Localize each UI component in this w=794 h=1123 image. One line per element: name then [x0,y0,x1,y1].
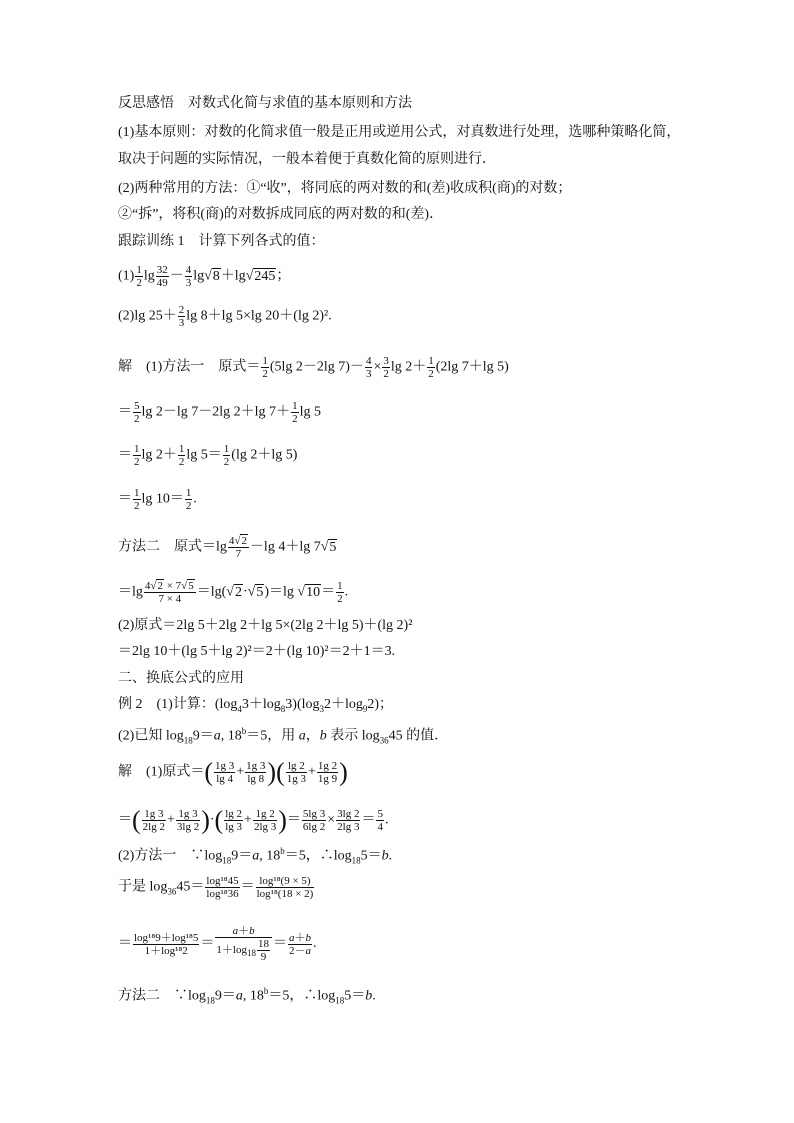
den: 1g 9 [317,773,338,785]
fraction [142,808,166,833]
num [215,925,272,938]
den: 7 × 4 [158,593,182,605]
den: log¹⁸(18 × 2) [256,888,314,900]
solution2-method1 [118,842,392,869]
fraction [214,760,235,785]
text: 2－ [288,944,306,957]
text: ＝ [361,812,376,828]
text: lg 2－lg 7－2lg 2＋lg 7＋ [141,404,291,420]
radicand: 2 [241,535,247,547]
num: 1 [428,355,434,367]
text: 解 (1)原式＝ [118,764,205,780]
var: a [252,848,260,864]
fraction [178,443,186,468]
text: 方法二 ∵log [118,988,206,1004]
num: 5 [377,808,383,820]
num: 1 [134,487,140,499]
den: 2 [134,456,140,468]
text: 5＝ [360,848,382,864]
text: 5＝ [344,988,366,1004]
solution1-part2-line2: ＝2lg 10＋(lg 5＋lg 2)²＝2＋(lg 10)²＝2＋1＝3. [118,644,396,659]
solution1-part2-line1: (2)原式＝2lg 5＋2lg 2＋lg 5×(2lg 2＋lg 5)＋(lg 2)² [118,618,413,633]
var: b [305,931,311,944]
principle-line-2: 取决于问题的实际情况，一般本着便于真数化简的原则进行． [118,152,496,167]
section2-title: 二、换底公式的应用 [118,671,244,686]
solution1-method2-line2 [118,580,348,605]
radicand: 2 [234,584,242,600]
den: 2 [262,368,268,380]
den: 2 [383,368,389,380]
radicand: 5 [188,580,194,592]
subscript: 18 [222,855,232,866]
text: )＝lg [264,584,298,600]
solution2-result [118,925,316,963]
text: (2)方法一 ∵log [118,848,223,864]
den: 2 [178,456,185,468]
fraction [224,808,243,833]
den: 2 [134,413,140,425]
num: 1 [185,487,192,499]
den: lg 4 [216,773,234,785]
num-coef: 4 [228,535,235,547]
text: 表示 log [326,728,380,744]
num: log¹⁸45 [206,875,239,887]
num: 1 [178,443,185,455]
text: 例 2 (1)计算：(log [118,697,238,712]
sqrt-icon: √ [181,580,188,592]
superscript: b [280,846,285,856]
fraction [144,580,196,605]
radicand: 245 [254,268,276,284]
num: 1g 3 [142,808,166,821]
sqrt-icon: √ [247,584,256,600]
fraction [223,443,231,468]
var: a [235,988,243,1004]
fraction [256,875,315,900]
paren: ( [204,757,213,787]
radicand: 8 [212,268,220,284]
sqrt-icon: √ [234,535,241,547]
lg-text: lg [193,268,205,284]
text: ＝ [200,936,215,952]
den: 2 [136,277,142,289]
paren: ( [276,757,285,787]
radicand: 5 [256,584,264,600]
den: 2 [337,593,343,605]
var: a [305,944,311,957]
num: 5lg 3 [302,808,326,820]
q2-rest: lg 8＋lg 5×lg 20＋(lg 2)². [186,308,332,324]
text: ＝ [321,584,336,600]
fraction [261,355,269,380]
den: 3 [178,317,185,329]
method-line-2: ②“拆”，将积(商)的对数拆成同底的两对数的和(差)． [118,207,444,222]
den: 2 [134,500,140,512]
text: lg 5＝ [186,447,222,463]
num: 1g 3 [246,760,266,772]
solution1-method2-line1 [118,535,337,560]
text: lg 10＝ [141,491,184,507]
den: 1＋log¹⁸2 [144,944,188,957]
fraction [336,580,344,605]
dot: · [242,584,248,600]
text: 9＝ [214,988,236,1004]
fraction [288,932,312,957]
dot: · [209,812,215,828]
sqrt-icon: √ [297,584,306,600]
fraction [291,400,299,425]
paren: ) [278,805,287,835]
fraction [176,808,200,833]
paren: ) [267,757,277,787]
subscript: 18 [183,735,193,746]
num-mid: × 7 [163,580,182,592]
num: lg 2 [286,760,307,773]
text: 解 (1)方法一 原式＝ [118,359,261,375]
q1-label: (1) [118,268,135,284]
text: 45 的值． [388,728,449,744]
exercise-q2 [118,304,332,329]
solution2-line1: 解 (1)原式＝( $\frac{1g 3}{\lg 4}$ + $\frac{1g 3}{\lg 8}$ )( $\frac{\lg 2}{1g 3}$ + $\frac{1g 2}{1g 9}$ ) [118,757,348,787]
exercise-q1 [118,264,290,289]
solution1-line2 [118,400,321,425]
q2-text: (2)lg 25＋ [118,308,177,324]
den: log¹⁸36 [206,888,239,900]
text: . [344,584,349,600]
fraction [133,400,141,425]
den: 2 [428,368,434,380]
fraction [178,304,186,329]
var: a [298,728,306,744]
text: ＝lg( [196,584,227,600]
text: ＝ [272,936,287,952]
text: . [193,491,197,507]
num: 18 [257,938,269,950]
solution2-yushi [118,875,315,901]
radicand: 2 [157,580,163,592]
var: b [249,925,255,937]
num: 4 [365,355,372,367]
var: b [319,728,327,744]
plus: ＋ [294,931,306,944]
text: 于是 log [118,879,168,895]
text: ＝ [118,936,132,952]
den: lg 8 [247,773,265,785]
sqrt-icon: √ [245,268,254,284]
subscript: 8 [280,703,286,714]
solution1-line1 [118,355,509,380]
superscript: b [241,726,247,736]
fraction [185,487,193,512]
reflection-heading: 反思感悟 对数式化简与求值的基本原则和方法 [118,96,412,111]
example2-q1 [118,696,393,718]
text: (lg 2＋lg 5) [231,447,298,463]
num [288,932,312,945]
text: ＝ [118,812,132,828]
num: 1 [337,580,343,592]
subscript: 18 [351,855,361,866]
fraction [336,808,360,833]
var: b [381,848,389,864]
radicand: 5 [329,539,337,555]
plus: ＋ [238,925,250,937]
fraction [376,808,384,833]
superscript: b [263,986,269,996]
method-line-1: (2)两种常用的方法：①“收”，将同底的两对数的和(差)收成积(商)的对数； [118,181,572,196]
text: (2)已知 log [118,728,184,744]
fraction [317,760,338,785]
subscript: 18 [335,995,345,1006]
fraction [185,264,193,289]
fraction [257,938,270,963]
subscript: 18 [205,995,215,1006]
num: 4 [185,264,192,276]
text: , 18 [220,728,242,744]
num-coef: 4 [144,580,151,592]
fraction [286,760,307,785]
den: lg 3 [225,821,243,833]
subscript: 4 [237,703,242,714]
text: 方法二 原式＝lg [118,539,227,555]
text: －lg 4＋lg 7 [249,539,321,555]
example2-q2 [118,722,448,749]
paren: ) [201,805,210,835]
sqrt-icon: √ [204,268,212,284]
den [288,945,312,957]
num: 1g 2 [317,760,338,772]
var: a [232,925,239,937]
text: 45＝ [176,879,205,895]
subscript: 3 [319,703,324,714]
text: ＝5，用 [246,728,299,744]
subscript: 36 [167,886,177,897]
den: 49 [156,277,168,289]
var: b [365,988,373,1004]
text: . [384,812,389,828]
num: 3lg 2 [337,808,360,820]
solution1-line4 [118,487,197,512]
text: ＝ [286,812,301,828]
text: (2lg 7＋lg 5) [435,359,509,375]
principle-line-1: (1)基本原则：对数的化简求值一般是正用或逆用公式，对真数进行处理，选哪种策略化简， [118,125,681,140]
num: 1g 3 [215,760,235,772]
den: 7 [235,548,242,560]
subscript: 36 [379,735,389,746]
num [144,580,196,593]
text: ＝ [118,447,132,463]
num: lg 2 [225,808,243,820]
fraction [427,355,435,380]
sqrt-icon: √ [226,584,234,600]
fraction [228,535,249,560]
num: 32 [156,264,168,276]
den: 9 [260,951,267,963]
paren: ) [339,757,348,787]
text: 1＋log [216,944,247,957]
radicand: 10 [306,584,321,600]
den: 2 [292,413,298,425]
text: × [373,359,382,375]
fraction [302,808,326,833]
num: 1 [223,443,230,455]
num: 1 [262,355,268,367]
num: 1g 2 [253,808,277,821]
num: 2 [178,304,185,316]
solution1-line3 [118,443,297,468]
text: lg 2＋ [390,359,427,375]
text: lg 2＋ [141,447,177,463]
text: 2＋log [324,697,363,712]
subscript: 18 [246,948,256,959]
fraction [253,808,277,833]
text: ＝5，∴log [284,848,352,864]
fraction [205,875,239,900]
fraction [215,925,272,963]
den: 2 [223,456,230,468]
num [228,535,249,548]
subscript: 9 [362,703,368,714]
semicolon: ； [276,268,291,284]
text: ＝ [118,404,132,420]
text: ＝ [240,879,255,895]
text: 9＝ [231,848,253,864]
paren: ( [214,805,224,835]
num: 1 [134,443,140,455]
den: 2 [185,500,192,512]
den: 6lg 2 [302,821,326,833]
text: (5lg 2－2lg 7)－ [269,359,364,375]
den [215,938,272,963]
text: 3＋log [241,697,281,712]
num: 5 [134,400,140,412]
minus-sign: － [169,268,184,284]
text: × [327,812,336,828]
sqrt-icon: √ [150,580,157,592]
lg-text: lg [143,268,155,284]
den: 3 [185,277,192,289]
text: ＝ [118,491,132,507]
fraction [365,355,373,380]
text: 3)(log [285,697,320,712]
num: log¹⁸9＋log¹⁸5 [134,931,199,944]
fraction [156,264,169,289]
sqrt-icon: √ [320,539,329,555]
text: 2)； [367,697,394,712]
fraction [245,760,266,785]
text: . [388,848,393,864]
var: a [288,931,295,944]
text: lg 5 [299,404,321,420]
plus-lg: ＋lg [220,268,246,284]
text: , 18 [259,848,281,864]
text: ， [305,728,320,744]
num: 1g 3 [176,808,200,821]
paren: ( [132,805,141,835]
num: 3 [383,355,389,367]
text: . [312,936,317,952]
num: 1 [136,264,142,276]
den: 2lg 2 [142,821,165,833]
den: 3 [365,368,372,380]
fraction [133,443,141,468]
fraction [133,487,141,512]
text: , 18 [242,988,264,1004]
den: 1g 3 [286,773,306,785]
solution2-line2: ＝( $\frac{1g 3}{2\lg 2}$ + $\frac{1g 3}{3\lg 2}$ )·( $\frac{\lg 2}{\lg 3}$ + $\frac{1g 2}{2\lg 3}$ )＝ $\frac{5\lg 3}{6\lg 2}$ × $\frac{3\lg 2}{2\lg 3}$ ＝ $\frac{5}{4}$ . [118,805,389,835]
fraction [133,932,199,957]
fraction [135,264,143,289]
solution2-method2 [118,982,376,1009]
den: 3lg 2 [176,821,200,833]
text: ＝lg [118,584,143,600]
var: a [213,728,221,744]
exercise-title: 跟踪训练 1 计算下列各式的值： [118,234,325,249]
den: 2lg 3 [253,821,277,833]
den: 4 [377,821,383,833]
text: 9＝ [192,728,214,744]
num: log¹⁸(9 × 5) [256,875,315,888]
num: 1 [292,400,298,412]
text: ＝5，∴log [268,988,336,1004]
text: . [372,988,376,1004]
fraction [382,355,390,380]
den: 2lg 3 [337,821,360,833]
